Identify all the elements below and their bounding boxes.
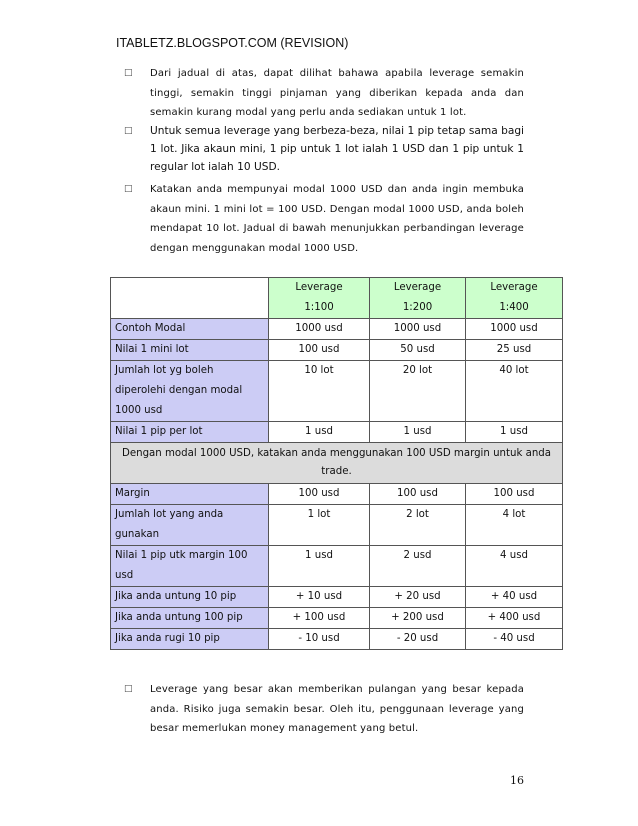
table-row [111, 484, 563, 505]
table-row [111, 505, 563, 546]
row-value: 1000 usd [269, 319, 370, 340]
row-label: Nilai 1 mini lot [111, 340, 269, 361]
leverage-comparison-table [110, 277, 563, 650]
table-row [111, 340, 563, 361]
row-value: 1 usd [466, 422, 563, 443]
row-value: + 200 usd [370, 608, 466, 629]
row-label: Jika anda rugi 10 pip [111, 629, 269, 650]
row-value: 1 lot [269, 505, 370, 546]
row-value: + 40 usd [466, 587, 563, 608]
bullet-text: Dari jadual di atas, dapat dilihat bahawa apabila leverage semakin tinggi, semakin tinggi pinjaman yang diberikan kepada anda dan semakin kurang modal yang perlu anda sediakan untuk 1 lot. [150, 68, 524, 118]
row-label: Nilai 1 pip utk margin 100 usd [111, 546, 269, 587]
row-value: 10 lot [269, 361, 370, 422]
table-header-row [111, 278, 563, 319]
table-row [111, 629, 563, 650]
row-value: - 40 usd [466, 629, 563, 650]
row-value: 1000 usd [466, 319, 563, 340]
margin-note: Dengan modal 1000 USD, katakan anda menggunakan 100 USD margin untuk anda trade. [111, 443, 563, 484]
note-row [111, 443, 563, 484]
bullet-text: Katakan anda mempunyai modal 1000 USD dan anda ingin membuka akaun mini. 1 mini lot = 100 USD. Dengan modal 1000 USD, anda boleh mendapat 10 lot. Jadual di bawah menunjukkan perbandingan leverage dengan menggunakan modal 1000 USD. [150, 184, 524, 254]
table-row [111, 587, 563, 608]
table-row [111, 608, 563, 629]
row-value: 1000 usd [370, 319, 466, 340]
row-value: 4 lot [466, 505, 563, 546]
row-value: 2 lot [370, 505, 466, 546]
row-value: 100 usd [269, 340, 370, 361]
row-label: Contoh Modal [111, 319, 269, 340]
row-value: 2 usd [370, 546, 466, 587]
row-label: Jika anda untung 10 pip [111, 587, 269, 608]
leverage-header-1-200: Leverage 1:200 [370, 278, 466, 319]
row-value: + 400 usd [466, 608, 563, 629]
row-value: - 20 usd [370, 629, 466, 650]
row-value: 4 usd [466, 546, 563, 587]
bullet-text: Leverage yang besar akan memberikan pulangan yang besar kepada anda. Risiko juga semakin besar. Oleh itu, penggunaan leverage yang besar memerlukan money management yang betul. [150, 684, 524, 734]
row-label: Margin [111, 484, 269, 505]
bullet-square-icon: □ [124, 68, 133, 78]
table-row [111, 361, 563, 422]
bullet-2 [124, 122, 524, 176]
row-value: 20 lot [370, 361, 466, 422]
row-label: Nilai 1 pip per lot [111, 422, 269, 443]
row-value: 100 usd [466, 484, 563, 505]
bullet-square-icon: □ [124, 684, 133, 694]
bullet-square-icon: □ [124, 184, 133, 194]
bullet-final [124, 680, 524, 739]
row-value: 1 usd [269, 422, 370, 443]
row-value: 1 usd [370, 422, 466, 443]
row-value: 100 usd [269, 484, 370, 505]
page-header: ITABLETZ.BLOGSPOT.COM (REVISION) [116, 36, 349, 50]
leverage-header-1-100: Leverage 1:100 [269, 278, 370, 319]
row-value: + 20 usd [370, 587, 466, 608]
row-value: 100 usd [370, 484, 466, 505]
row-value: + 100 usd [269, 608, 370, 629]
header-empty-cell [111, 278, 269, 319]
bullet-text: Untuk semua leverage yang berbeza-beza, nilai 1 pip tetap sama bagi 1 lot. Jika akaun mini, 1 pip untuk 1 lot ialah 1 USD dan 1 pip untuk 1 regular lot ialah 10 USD. [150, 125, 524, 173]
row-label: Jumlah lot yg boleh diperolehi dengan modal 1000 usd [111, 361, 269, 422]
row-value: - 10 usd [269, 629, 370, 650]
page-number: 16 [510, 774, 524, 787]
row-label: Jika anda untung 100 pip [111, 608, 269, 629]
row-value: + 10 usd [269, 587, 370, 608]
table-row [111, 422, 563, 443]
row-value: 25 usd [466, 340, 563, 361]
table-row [111, 546, 563, 587]
row-value: 40 lot [466, 361, 563, 422]
table-row [111, 319, 563, 340]
bullet-3 [124, 180, 524, 258]
row-value: 1 usd [269, 546, 370, 587]
row-value: 50 usd [370, 340, 466, 361]
bullet-1 [124, 64, 524, 123]
bullet-square-icon: □ [124, 126, 133, 136]
row-label: Jumlah lot yang anda gunakan [111, 505, 269, 546]
leverage-header-1-400: Leverage 1:400 [466, 278, 563, 319]
